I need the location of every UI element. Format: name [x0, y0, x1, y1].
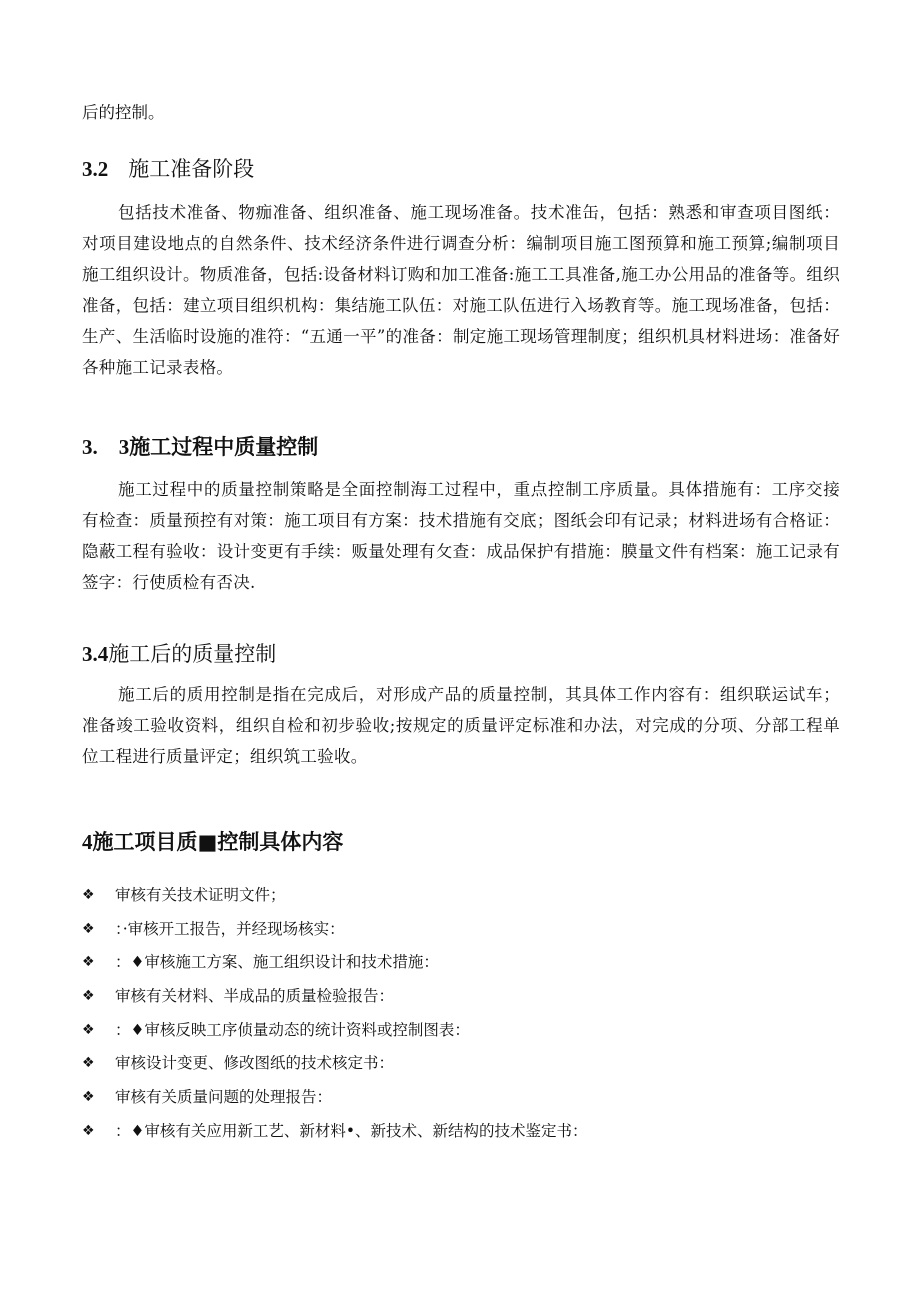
list-item-text: ：·审核开工报告，并经现场核实：	[115, 919, 345, 938]
diamond-bullet-icon: ❖	[82, 954, 95, 971]
section-paragraph-3-4: 施工后的质用控制是指在完成后，对形成产品的质量控制，其具体工作内容有：组织联运试车；准备竣工验收资料，组织自检和初步验收;按规定的质量评定标准和办法，对完成的分项、分部工程单位工程进行质量评定；组织筑工验收。	[82, 685, 840, 766]
list-item-text: 审核有关质量问题的处理报告：	[115, 1088, 333, 1107]
list-item-text: 审核有关技术证明文件；	[115, 886, 286, 904]
list-item	[82, 884, 842, 918]
list-item	[82, 1052, 842, 1086]
list-item	[82, 1120, 842, 1154]
list-item-text: ：♦审核施工方案、施工组织设计和技术措施：	[115, 953, 439, 972]
diamond-bullet-icon: ❖	[82, 1055, 95, 1072]
diamond-bullet-icon: ❖	[82, 920, 95, 937]
list-item-text: 审核设计变更、修改图纸的技术核定书：	[115, 1054, 395, 1073]
section-paragraph-3-2: 包括技术准备、物痂准备、组织准备、施工现场准备。技术准缶，包括：熟悉和审查项目图纸：对项目建设地点的自然条件、技术经济条件进行调查分析：编制项目施工图预算和施工预算;编制项目施工组织设计。物质准备，包括:设备材料订购和加工准备:施工工具准备,施工办公用品的准备等。组织准备，包括：建立项目组织机构：集结施工队伍：对施工队伍进行入场教育等。施工现场准备，包括：生产、生活临时设施的准符：“五通一平”的准备：制定施工现场管理制度；组织机具材料进场：准备好各种施工记录表格。	[82, 203, 840, 377]
list-item-text: 审核有关材料、半成品的质量检验报告：	[115, 987, 395, 1006]
section-number: 3.2	[82, 157, 109, 181]
list-item	[82, 985, 842, 1019]
chapter-heading-4	[82, 828, 343, 856]
continuation-text: 后的控制。	[82, 103, 165, 122]
diamond-bullet-icon: ❖	[82, 1089, 95, 1106]
section-title: 施工过程中质量控制	[129, 435, 319, 459]
chapter-title: 施工项目质■控制具体内容	[92, 830, 344, 854]
section-paragraph-3-3: 施工过程中的质量控制策略是全面控制海工过程中，重点控制工序质量。具体措施有：工序交接有检查：质量预控有对策：施工项目有方案：技术措施有交底；图纸会印有记录；材料进场有合格证：隐蔽工程有验收：设计变更有手续：贩量处理有攵查：成品保护有措施：膜量文件有档案：施工记录有签字：行使质检有否决.	[82, 480, 840, 592]
diamond-bullet-icon: ❖	[82, 1122, 95, 1139]
section-number: 3.4	[82, 642, 109, 666]
chapter-number: 4	[82, 830, 93, 854]
list-item	[82, 951, 842, 985]
diamond-bullet-icon: ❖	[82, 887, 95, 903]
section-number: 3. 3	[82, 435, 130, 459]
list-item	[82, 918, 842, 952]
section-title: 施工后的质量控制	[108, 642, 277, 666]
list-item-text: ：♦审核反映工序侦量动态的统计资料或控制图表：	[115, 1020, 470, 1039]
diamond-bullet-icon: ❖	[82, 988, 95, 1005]
section-title: 施工准备阶段	[128, 157, 255, 181]
section-heading-3-4	[82, 640, 276, 668]
section-heading-3-3	[82, 433, 318, 461]
list-item-text: ：♦审核有关应用新工艺、新材料•、新技术、新结构的技术鉴定书：	[115, 1121, 588, 1140]
review-checklist	[82, 884, 842, 1154]
list-item	[82, 1019, 842, 1053]
list-item	[82, 1086, 842, 1120]
section-heading-3-2	[82, 155, 254, 183]
diamond-bullet-icon: ❖	[82, 1021, 95, 1038]
